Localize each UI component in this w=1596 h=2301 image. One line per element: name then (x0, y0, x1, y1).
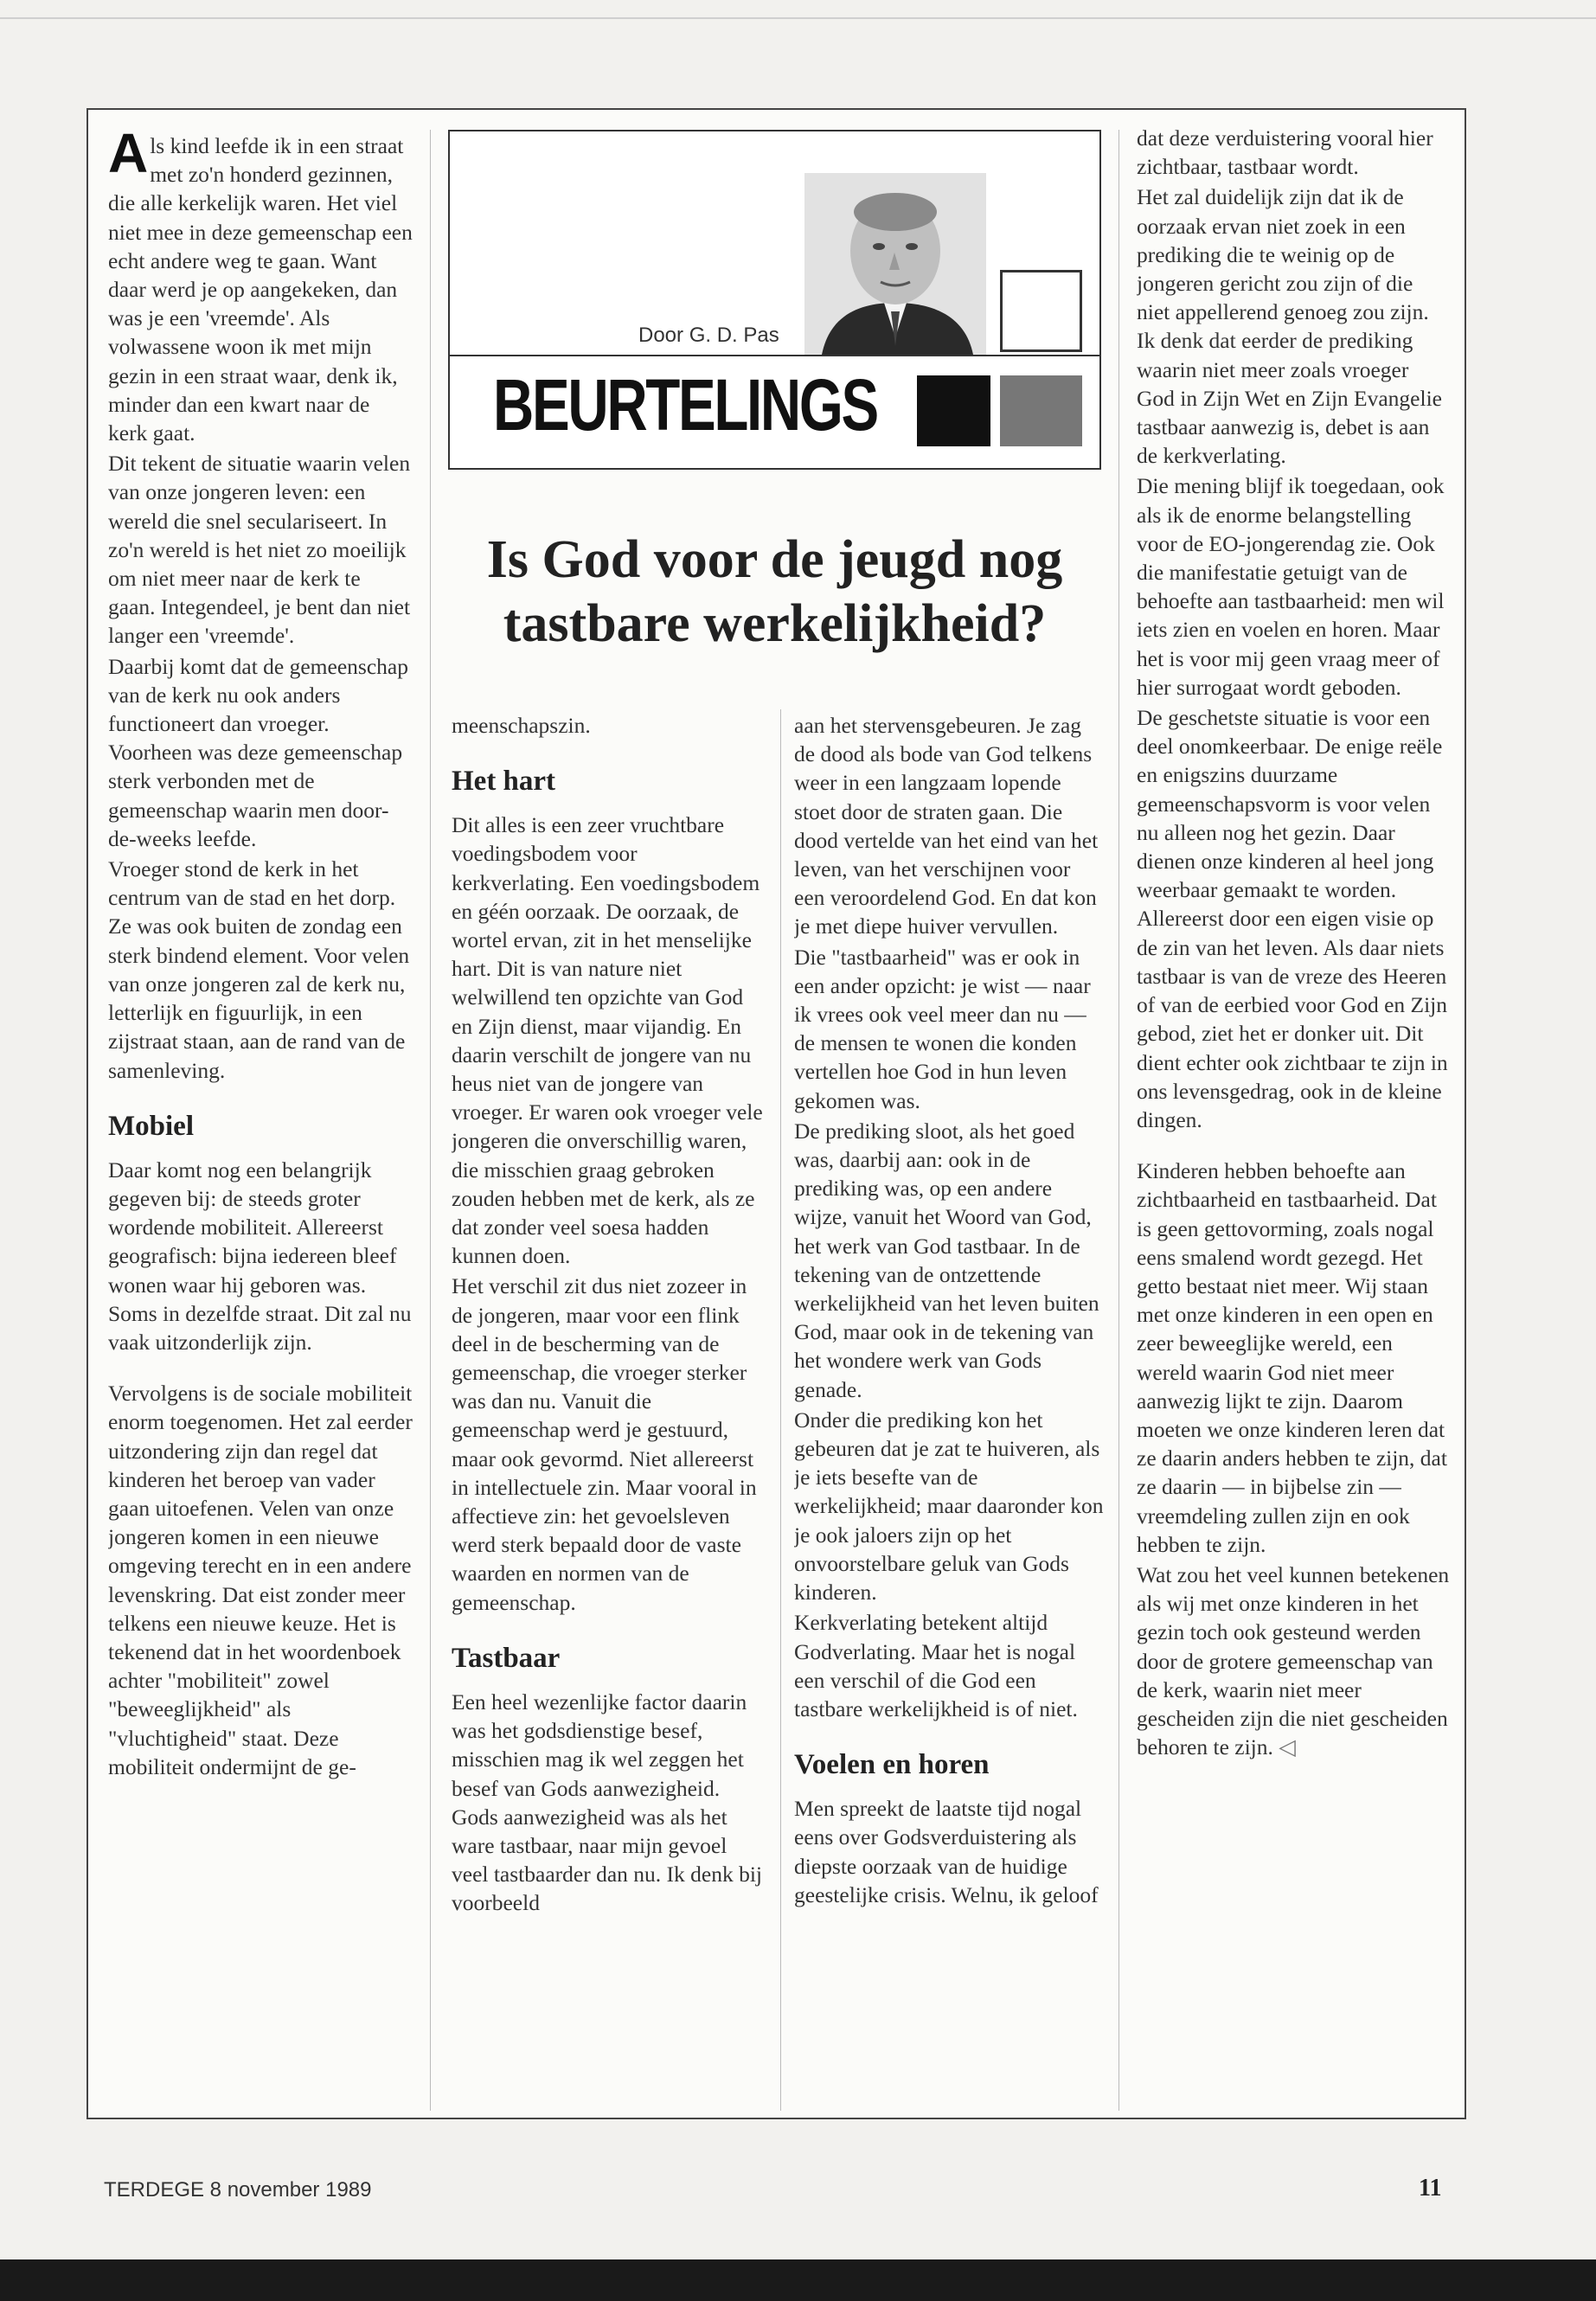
end-mark-icon: ◁ (1279, 1734, 1296, 1760)
paragraph (1137, 1561, 1450, 1761)
publication-footer: TERDEGE 8 november 1989 (104, 2178, 372, 2202)
paragraph: dat deze verduistering vooral hier zichtbaar, tastbaar wordt. (1137, 125, 1433, 180)
paragraph: Dit alles is een zeer vruchtbare voedingsbodem voor kerkverlating. Een voedingsbodem en géén oorzaak. De oorzaak, de wortel ervan, zit in het menselijke hart. Dit is van nature niet welwillend ten opzichte van God en Zijn dienst, maar vijandig. En daarin verschilt de jongere van nu heus niet van de jongere van vroeger. Er waren ook vroeger vele jongeren die onverschillig waren, die misschien graag gebroken zouden hebben met de kerk, als ze dat zonder veel soesa hadden kunnen doen. (452, 812, 763, 1269)
paragraph: Onder die prediking kon het gebeuren dat je zat te huiveren, als je iets besefte van de werkelijkheid; maar daaronder kon je ook jaloers zijn op het onvoorstelbare geluk van Gods kinderen. (794, 1407, 1104, 1606)
paragraph: Vervolgens is de sociale mobiliteit enorm toegenomen. Het zal eerder uitzondering zijn dan regel dat kinderen het beroep van vader gaan uitoefenen. Velen van onze jongeren komen in een nieuwe omgeving terecht en in een andere levenskring. Dat eist zonder meer telkens een nieuwe keuze. Het is tekenend dat in het woordenboek achter "mobiliteit" zowel "beweeglijkheid" als "vluchtigheid" staat. Deze mobiliteit ondermijnt de ge- (108, 1381, 413, 1779)
article-column-1 (108, 131, 413, 2112)
subheading-mobiel: Mobiel (108, 1110, 194, 1142)
paragraph: Het zal duidelijk zijn dat ik de oorzaak ervan niet zoek in een prediking die te weinig op de jongeren gericht zou zijn of die niet appellerend genoeg zou zijn. Ik denk dat eerder de prediking waarin niet meer zoals vroeger God in Zijn Wet en Zijn Evangelie tastbaar aanwezig is, debet is aan de kerkverlating. (1137, 184, 1442, 469)
subheading-tastbaar: Tastbaar (452, 1642, 561, 1674)
decor-block-black (917, 375, 990, 446)
header-divider (450, 355, 1099, 356)
paragraph-text: ls kind leefde ik in een straat met zo'n honderd gezinnen, die alle kerkelijk waren. Het viel niet mee in deze gemeenschap een echt andere weg te gaan. Want daar werd je op aangekeken, dan was je een 'vreemde'. Als volwassene woon ik met mijn gezin in een straat waar, denk ik, minder dan een kwart naar de kerk gaat. (108, 133, 413, 446)
paragraph: Die "tastbaarheid" was er ook in een ander opzicht: je wist — naar ik vrees ook veel meer dan nu — de mensen te wonen die konden vertellen hoe God in hun leven gekomen was. (794, 944, 1091, 1113)
paragraph: Vroeger stond de kerk in het centrum van de stad en het dorp. Ze was ook buiten de zondag een sterk bindend element. Voor velen van onze jongeren zal de kerk nu, letterlijk en figuurlijk, in een zijstraat staan, aan de rand van de samenleving. (108, 856, 410, 1083)
paragraph: Kinderen hebben behoefte aan zichtbaarheid en tastbaarheid. Dat is geen gettovorming, zoals nogal eens smalend wordt gezegd. Het getto bestaat niet meer. Wij staan met onze kinderen in een open en zeer beweeglijke wereld, een wereld waarin God niet meer aanwezig lijkt te zijn. Daarom moeten we onze kinderen leren dat ze daarin anders hebben te zijn, dat ze daarin — in bijbelse zin — vreemdeling zullen zijn en ook hebben te zijn. (1137, 1158, 1447, 1557)
column-header-box (448, 130, 1101, 470)
bottom-scan-bar (0, 2259, 1596, 2301)
drop-cap: A (108, 131, 149, 184)
portrait-illustration (804, 173, 986, 355)
article-column-4 (1137, 124, 1450, 2113)
subheading-het-hart: Het hart (452, 766, 556, 798)
paragraph-text: Wat zou het veel kunnen betekenen als wij met onze kinderen in het gezin toch ook gesteund werden door de grotere gemeenschap van de kerk, waarin niet meer gescheiden zijn die niet gescheiden behoren te zijn. (1137, 1561, 1450, 1760)
article-column-2 (452, 711, 765, 2112)
byline: Door G. D. Pas (638, 324, 779, 347)
paragraph: Daar komt nog een belangrijk gegeven bij: de steeds groter wordende mobiliteit. Allereerst geografisch: bijna iedereen bleef wonen waar hij geboren was. Soms in dezelfde straat. Dit zal nu vaak uitzonderlijk zijn. (108, 1157, 412, 1355)
paragraph: aan het stervensgebeuren. Je zag de dood als bode van God telkens weer in een langzaam lopende stoet door de straten gaan. Die dood vertelde van het eind van het leven, van het verschijnen voor een veroordelend God. En dat kon je met diepe huiver vervullen. (794, 713, 1099, 939)
paragraph: Die mening blijf ik toegedaan, ook als ik de enorme belangstelling voor de EO-jongerendag zie. Ook die manifestatie getuigt van de behoefte aan tastbaarheid: men wil iets zien en voelen en horen. Maar het is voor mij geen vraag meer of hier surrogaat wordt geboden. (1137, 473, 1445, 700)
decor-block-gray (1000, 375, 1082, 446)
paragraph (108, 131, 413, 447)
paragraph: Dit tekent de situatie waarin velen van onze jongeren leven: een wereld die snel seculariseert. In zo'n wereld is het niet zo moeilijk om niet meer naar de kerk te gaan. Integendeel, je bent dan niet langer een 'vreemde'. (108, 451, 411, 649)
top-scan-line (0, 17, 1596, 19)
article-column-3 (794, 711, 1104, 2112)
paragraph: Men spreekt de laatste tijd nogal eens over Godsverduistering als diepste oorzaak van de huidige geestelijke crisis. Welnu, ik geloof (794, 1796, 1099, 1907)
subheading-voelen-en-horen: Voelen en horen (794, 1749, 990, 1781)
column-rule-1 (430, 130, 431, 2111)
decor-square-outline (1000, 270, 1082, 352)
paragraph: meenschapszin. (452, 713, 591, 738)
paragraph: De prediking sloot, als het goed was, daarbij aan: ook in de prediking was, op een andere wijze, vanuit het Woord van God, het werk van God tastbaar. In de tekening van de ontzettende werkelijkheid van het leven buiten God, maar ook in de tekening van het wondere werk van Gods genade. (794, 1118, 1099, 1402)
section-title: BEURTELINGS (493, 364, 877, 445)
column-rule-2 (780, 709, 781, 2111)
paragraph: Kerkverlating betekent altijd Godverlating. Maar het is nogal een verschil of die God een tastbare werkelijkheid is of niet. (794, 1610, 1078, 1721)
column-rule-3 (1118, 130, 1119, 2111)
paragraph: Een heel wezenlijke factor daarin was het godsdienstige besef, misschien mag ik wel zeggen het besef van Gods aanwezigheid. Gods aanwezigheid was als het ware tastbaar, naar mijn gevoel veel tastbaarder dan nu. Ik denk bij voorbeeld (452, 1689, 762, 1916)
author-portrait (804, 173, 986, 355)
paragraph: Daarbij komt dat de gemeenschap van de kerk nu ook anders functioneert dan vroeger. Voorheen was deze gemeenschap sterk verbonden met de gemeenschap waarin men door-de-weeks leefde. (108, 653, 408, 851)
paragraph: Het verschil zit dus niet zozeer in de jongeren, maar voor een flink deel in de bescherming van de gemeenschap, die vroeger sterker was dan nu. Vanuit die gemeenschap werd je gestuurd, maar ook gevormd. Niet allereerst in intellectuele zin. Maar vooral in affectieve zin: het gevoelsleven werd sterk bepaald door de vaste waarden en normen van de gemeenschap. (452, 1273, 757, 1615)
article-headline: Is God voor de jeugd nog tastbare werkelijkheid? (486, 530, 1063, 653)
paragraph: De geschetste situatie is voor een deel onomkeerbaar. De enige reële en enigszins duurzame gemeenschapsvorm is voor velen nu alleen nog het gezin. Daar dienen onze kinderen al heel jong weerbaar gemaakt te worden. Allereerst door een eigen visie op de zin van het leven. Als daar niets tastbaar is van de vreze des Heeren of van de eerbied voor God en Zijn gebod, ziet het er donker uit. Dit dient echter ook zichtbaar te zijn in ons levensgedrag, ook in de kleine dingen. (1137, 705, 1448, 1132)
page-number: 11 (1419, 2175, 1442, 2202)
